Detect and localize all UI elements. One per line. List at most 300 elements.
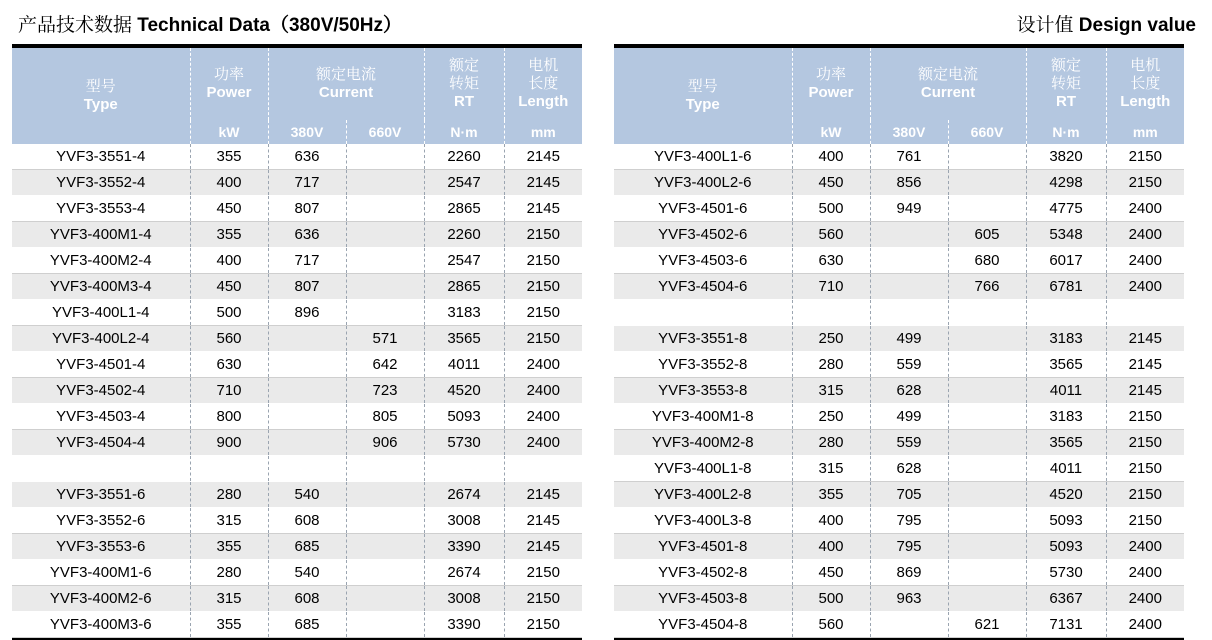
right-table-wrapper xyxy=(614,44,1184,640)
col-header-power xyxy=(190,47,268,120)
col-header-type-en: Type xyxy=(685,96,720,113)
cell-power-kw: 630 xyxy=(190,352,268,378)
cell-current-660v xyxy=(346,144,424,170)
cell-length: 2145 xyxy=(504,482,582,508)
unit-header-nm: N·m xyxy=(1026,120,1106,144)
cell-current-660v xyxy=(346,274,424,300)
cell-power-kw: 355 xyxy=(190,144,268,170)
col-header-current xyxy=(268,47,424,120)
cell-current-380v xyxy=(870,300,948,326)
cell-current-660v xyxy=(346,560,424,586)
col-header-length-cn2: 长度 xyxy=(528,75,559,93)
cell-type: YVF3-400M1-8 xyxy=(614,404,792,430)
cell-torque: 2674 xyxy=(424,560,504,586)
cell-type: YVF3-400M2-6 xyxy=(12,586,190,612)
table-row xyxy=(12,534,582,560)
cell-type: YVF3-4504-6 xyxy=(614,274,792,300)
cell-torque: 6781 xyxy=(1026,274,1106,300)
col-header-length xyxy=(504,47,582,120)
cell-current-380v: 608 xyxy=(268,508,346,534)
cell-type: YVF3-4503-6 xyxy=(614,248,792,274)
unit-header-mm: mm xyxy=(1106,120,1184,144)
col-header-length xyxy=(1106,47,1184,120)
cell-type xyxy=(12,456,190,482)
cell-current-380v: 628 xyxy=(870,378,948,404)
cell-type: YVF3-400L3-8 xyxy=(614,508,792,534)
cell-torque: 3390 xyxy=(424,534,504,560)
cell-length: 2400 xyxy=(1106,196,1184,222)
cell-current-660v xyxy=(948,482,1026,508)
cell-type: YVF3-400L1-6 xyxy=(614,144,792,170)
cell-power-kw: 560 xyxy=(792,222,870,248)
table-row xyxy=(12,170,582,196)
cell-torque: 5093 xyxy=(424,404,504,430)
unit-header-380v: 380V xyxy=(870,120,948,144)
col-header-torque-en: RT xyxy=(1056,92,1077,110)
cell-length: 2150 xyxy=(504,326,582,352)
table-row xyxy=(12,248,582,274)
cell-length: 2145 xyxy=(504,144,582,170)
cell-current-660v xyxy=(948,196,1026,222)
col-header-power-en: Power xyxy=(808,84,854,101)
tables-container xyxy=(12,44,1200,640)
cell-current-660v xyxy=(346,170,424,196)
cell-current-660v xyxy=(948,430,1026,456)
cell-current-380v: 795 xyxy=(870,508,948,534)
cell-length: 2400 xyxy=(504,352,582,378)
cell-length xyxy=(504,456,582,482)
cell-current-660v xyxy=(948,170,1026,196)
cell-power-kw: 710 xyxy=(792,274,870,300)
cell-type: YVF3-400M2-4 xyxy=(12,248,190,274)
left-table-wrapper xyxy=(12,44,582,640)
cell-current-380v xyxy=(268,404,346,430)
cell-type: YVF3-4502-6 xyxy=(614,222,792,248)
table-row xyxy=(614,378,1184,404)
col-header-torque-cn1: 额定 xyxy=(1051,57,1082,75)
cell-torque: 5093 xyxy=(1026,508,1106,534)
col-header-power xyxy=(792,47,870,120)
cell-current-660v xyxy=(346,456,424,482)
table-row xyxy=(12,300,582,326)
cell-power-kw: 450 xyxy=(792,560,870,586)
cell-current-660v xyxy=(948,352,1026,378)
cell-current-380v xyxy=(268,352,346,378)
cell-current-380v: 963 xyxy=(870,586,948,612)
cell-type: YVF3-3553-4 xyxy=(12,196,190,222)
col-header-current-en: Current xyxy=(318,84,374,101)
table-row xyxy=(12,196,582,222)
cell-type: YVF3-4501-6 xyxy=(614,196,792,222)
cell-power-kw: 355 xyxy=(792,482,870,508)
cell-type: YVF3-400M2-8 xyxy=(614,430,792,456)
col-header-torque-cn2: 转矩 xyxy=(449,75,480,93)
cell-torque: 2865 xyxy=(424,274,504,300)
table-row xyxy=(614,352,1184,378)
cell-current-660v xyxy=(948,144,1026,170)
cell-length: 2400 xyxy=(1106,248,1184,274)
cell-type: YVF3-3551-4 xyxy=(12,144,190,170)
cell-length: 2150 xyxy=(504,560,582,586)
cell-power-kw: 400 xyxy=(190,248,268,274)
page-title-cn: 产品技术数据 xyxy=(18,15,133,36)
cell-power-kw: 400 xyxy=(190,170,268,196)
cell-current-660v xyxy=(346,508,424,534)
cell-length: 2150 xyxy=(504,586,582,612)
cell-torque: 7131 xyxy=(1026,612,1106,638)
cell-current-660v xyxy=(948,586,1026,612)
cell-torque xyxy=(424,456,504,482)
table-row xyxy=(614,144,1184,170)
cell-current-380v: 685 xyxy=(268,534,346,560)
cell-torque: 4520 xyxy=(424,378,504,404)
cell-current-380v: 869 xyxy=(870,560,948,586)
cell-current-380v xyxy=(870,248,948,274)
cell-current-380v: 628 xyxy=(870,456,948,482)
cell-torque: 4298 xyxy=(1026,170,1106,196)
table-row xyxy=(614,430,1184,456)
table-spacer-row xyxy=(12,456,582,482)
cell-current-380v: 761 xyxy=(870,144,948,170)
table-row xyxy=(614,456,1184,482)
cell-current-660v xyxy=(346,196,424,222)
cell-power-kw: 450 xyxy=(190,274,268,300)
cell-torque: 3008 xyxy=(424,508,504,534)
cell-current-660v: 605 xyxy=(948,222,1026,248)
cell-power-kw: 355 xyxy=(190,534,268,560)
cell-torque: 3183 xyxy=(424,300,504,326)
cell-torque: 5730 xyxy=(1026,560,1106,586)
cell-length: 2150 xyxy=(1106,404,1184,430)
cell-current-380v xyxy=(268,378,346,404)
col-header-length-en: Length xyxy=(518,92,569,110)
cell-power-kw: 500 xyxy=(190,300,268,326)
col-header-torque-en: RT xyxy=(454,92,475,110)
cell-current-660v xyxy=(346,534,424,560)
cell-power-kw: 400 xyxy=(792,534,870,560)
table-row xyxy=(614,612,1184,638)
cell-length: 2150 xyxy=(1106,482,1184,508)
cell-torque: 3565 xyxy=(424,326,504,352)
cell-current-660v: 680 xyxy=(948,248,1026,274)
cell-current-380v: 559 xyxy=(870,352,948,378)
cell-type: YVF3-3553-6 xyxy=(12,534,190,560)
cell-torque: 2260 xyxy=(424,222,504,248)
cell-torque: 3565 xyxy=(1026,352,1106,378)
cell-type: YVF3-400L2-8 xyxy=(614,482,792,508)
table-row xyxy=(614,560,1184,586)
cell-current-380v xyxy=(870,274,948,300)
cell-torque: 2547 xyxy=(424,248,504,274)
cell-power-kw: 315 xyxy=(190,586,268,612)
design-value-en: Design value xyxy=(1078,15,1196,36)
cell-type: YVF3-400L1-4 xyxy=(12,300,190,326)
cell-current-380v xyxy=(870,222,948,248)
unit-header-nm: N·m xyxy=(424,120,504,144)
cell-power-kw: 560 xyxy=(792,612,870,638)
table-row xyxy=(614,248,1184,274)
cell-length xyxy=(1106,300,1184,326)
cell-power-kw: 280 xyxy=(190,482,268,508)
cell-power-kw: 400 xyxy=(792,144,870,170)
cell-power-kw: 280 xyxy=(190,560,268,586)
cell-length: 2150 xyxy=(1106,456,1184,482)
cell-length: 2150 xyxy=(504,300,582,326)
table-row xyxy=(614,170,1184,196)
col-header-length-cn1: 电机 xyxy=(528,57,559,75)
cell-length: 2400 xyxy=(1106,560,1184,586)
cell-length: 2145 xyxy=(504,534,582,560)
table-row xyxy=(12,274,582,300)
cell-torque: 3820 xyxy=(1026,144,1106,170)
cell-torque xyxy=(1026,300,1106,326)
table-row xyxy=(12,222,582,248)
cell-length: 2400 xyxy=(1106,612,1184,638)
cell-current-380v: 499 xyxy=(870,404,948,430)
cell-power-kw: 355 xyxy=(190,612,268,638)
table-row xyxy=(12,508,582,534)
unit-header-660v: 660V xyxy=(346,120,424,144)
unit-header-660v: 660V xyxy=(948,120,1026,144)
col-header-length-en: Length xyxy=(1120,92,1171,110)
table-row xyxy=(614,534,1184,560)
cell-current-380v: 608 xyxy=(268,586,346,612)
cell-current-660v: 642 xyxy=(346,352,424,378)
cell-torque: 2865 xyxy=(424,196,504,222)
cell-current-660v xyxy=(346,612,424,638)
cell-type: YVF3-4504-8 xyxy=(614,612,792,638)
table-row xyxy=(12,482,582,508)
col-header-type-en: Type xyxy=(83,96,118,113)
cell-torque: 6017 xyxy=(1026,248,1106,274)
cell-type: YVF3-4503-8 xyxy=(614,586,792,612)
cell-torque: 5093 xyxy=(1026,534,1106,560)
table-row xyxy=(614,222,1184,248)
unit-header-kw: kW xyxy=(190,120,268,144)
cell-torque: 5730 xyxy=(424,430,504,456)
cell-power-kw: 900 xyxy=(190,430,268,456)
cell-current-660v xyxy=(346,248,424,274)
cell-power-kw: 250 xyxy=(792,326,870,352)
cell-torque: 2547 xyxy=(424,170,504,196)
left-table-body xyxy=(12,144,582,638)
col-header-torque-cn1: 额定 xyxy=(449,57,480,75)
cell-current-660v: 805 xyxy=(346,404,424,430)
cell-length: 2145 xyxy=(504,508,582,534)
cell-type: YVF3-4503-4 xyxy=(12,404,190,430)
cell-current-380v xyxy=(268,430,346,456)
cell-power-kw: 315 xyxy=(190,508,268,534)
cell-current-380v xyxy=(870,612,948,638)
cell-current-660v xyxy=(948,378,1026,404)
cell-power-kw: 400 xyxy=(792,508,870,534)
cell-length: 2400 xyxy=(1106,274,1184,300)
cell-current-660v: 621 xyxy=(948,612,1026,638)
cell-type: YVF3-400M3-6 xyxy=(12,612,190,638)
cell-torque: 3565 xyxy=(1026,430,1106,456)
cell-type: YVF3-400M1-4 xyxy=(12,222,190,248)
table-row xyxy=(12,560,582,586)
cell-current-660v xyxy=(948,326,1026,352)
right-data-table xyxy=(614,46,1184,638)
cell-power-kw: 315 xyxy=(792,378,870,404)
left-table-head xyxy=(12,47,582,144)
cell-type: YVF3-3553-8 xyxy=(614,378,792,404)
unit-header-mm: mm xyxy=(504,120,582,144)
page-title xyxy=(18,10,402,37)
table-row xyxy=(614,274,1184,300)
cell-length: 2145 xyxy=(1106,378,1184,404)
table-row xyxy=(614,404,1184,430)
cell-type: YVF3-400M3-4 xyxy=(12,274,190,300)
table-row xyxy=(614,482,1184,508)
cell-power-kw: 450 xyxy=(792,170,870,196)
col-header-type-cn: 型号 xyxy=(687,78,718,96)
cell-type xyxy=(614,300,792,326)
cell-length: 2145 xyxy=(504,170,582,196)
cell-power-kw: 800 xyxy=(190,404,268,430)
cell-type: YVF3-3552-8 xyxy=(614,352,792,378)
cell-torque: 6367 xyxy=(1026,586,1106,612)
col-header-type xyxy=(12,47,190,144)
col-header-power-cn: 功率 xyxy=(213,66,244,84)
table-spacer-row xyxy=(614,300,1184,326)
cell-current-380v: 717 xyxy=(268,248,346,274)
left-data-table xyxy=(12,46,582,638)
cell-current-660v xyxy=(948,404,1026,430)
cell-length: 2150 xyxy=(504,274,582,300)
cell-torque: 3390 xyxy=(424,612,504,638)
cell-length: 2400 xyxy=(504,430,582,456)
cell-power-kw: 710 xyxy=(190,378,268,404)
cell-type: YVF3-400L1-8 xyxy=(614,456,792,482)
cell-type: YVF3-400M1-6 xyxy=(12,560,190,586)
design-value-label xyxy=(1016,10,1196,37)
cell-current-380v: 685 xyxy=(268,612,346,638)
col-header-type-cn: 型号 xyxy=(85,78,116,96)
cell-type: YVF3-3551-6 xyxy=(12,482,190,508)
cell-current-380v: 559 xyxy=(870,430,948,456)
cell-length: 2145 xyxy=(1106,352,1184,378)
cell-power-kw: 500 xyxy=(792,196,870,222)
cell-torque: 4520 xyxy=(1026,482,1106,508)
page-header xyxy=(12,10,1200,40)
cell-length: 2145 xyxy=(504,196,582,222)
cell-current-660v: 766 xyxy=(948,274,1026,300)
cell-current-660v xyxy=(346,586,424,612)
cell-torque: 4011 xyxy=(1026,456,1106,482)
unit-header-380v: 380V xyxy=(268,120,346,144)
col-header-current-cn: 额定电流 xyxy=(918,66,979,84)
right-table-head xyxy=(614,47,1184,144)
cell-current-380v xyxy=(268,326,346,352)
col-header-current xyxy=(870,47,1026,120)
cell-current-660v xyxy=(948,300,1026,326)
cell-current-380v: 705 xyxy=(870,482,948,508)
col-header-torque xyxy=(1026,47,1106,120)
cell-length: 2150 xyxy=(504,222,582,248)
cell-current-380v: 807 xyxy=(268,274,346,300)
cell-power-kw: 280 xyxy=(792,352,870,378)
cell-current-660v: 723 xyxy=(346,378,424,404)
cell-current-380v xyxy=(268,456,346,482)
table-row xyxy=(12,612,582,638)
cell-torque: 4011 xyxy=(424,352,504,378)
col-header-type xyxy=(614,47,792,144)
col-header-power-en: Power xyxy=(206,84,252,101)
cell-torque: 2260 xyxy=(424,144,504,170)
cell-length: 2400 xyxy=(504,378,582,404)
cell-length: 2150 xyxy=(1106,508,1184,534)
unit-header-kw: kW xyxy=(792,120,870,144)
cell-power-kw: 450 xyxy=(190,196,268,222)
table-row xyxy=(614,196,1184,222)
cell-current-380v: 540 xyxy=(268,482,346,508)
right-table-body xyxy=(614,144,1184,638)
cell-length: 2150 xyxy=(1106,430,1184,456)
cell-power-kw: 355 xyxy=(190,222,268,248)
cell-length: 2150 xyxy=(1106,170,1184,196)
cell-type: YVF3-4502-4 xyxy=(12,378,190,404)
cell-current-660v: 571 xyxy=(346,326,424,352)
cell-current-380v: 795 xyxy=(870,534,948,560)
page-title-en: Technical Data（380V/50Hz） xyxy=(137,15,402,36)
cell-torque: 3183 xyxy=(1026,326,1106,352)
cell-current-660v xyxy=(948,456,1026,482)
cell-torque: 4011 xyxy=(1026,378,1106,404)
cell-type: YVF3-3552-4 xyxy=(12,170,190,196)
cell-current-380v: 499 xyxy=(870,326,948,352)
cell-power-kw: 315 xyxy=(792,456,870,482)
cell-length: 2400 xyxy=(1106,586,1184,612)
cell-current-660v xyxy=(346,482,424,508)
cell-type: YVF3-3552-6 xyxy=(12,508,190,534)
cell-power-kw: 250 xyxy=(792,404,870,430)
cell-length: 2150 xyxy=(504,612,582,638)
cell-current-660v xyxy=(948,534,1026,560)
cell-power-kw xyxy=(190,456,268,482)
table-row xyxy=(12,430,582,456)
cell-current-660v xyxy=(948,560,1026,586)
cell-type: YVF3-4502-8 xyxy=(614,560,792,586)
cell-power-kw: 280 xyxy=(792,430,870,456)
table-row xyxy=(614,508,1184,534)
col-header-torque xyxy=(424,47,504,120)
cell-torque: 2674 xyxy=(424,482,504,508)
cell-type: YVF3-400L2-4 xyxy=(12,326,190,352)
table-row xyxy=(12,144,582,170)
cell-length: 2150 xyxy=(1106,144,1184,170)
table-row xyxy=(12,404,582,430)
design-value-cn: 设计值 xyxy=(1016,15,1074,36)
cell-length: 2400 xyxy=(1106,222,1184,248)
table-row xyxy=(12,586,582,612)
cell-type: YVF3-4504-4 xyxy=(12,430,190,456)
cell-current-660v xyxy=(948,508,1026,534)
col-header-length-cn2: 长度 xyxy=(1130,75,1161,93)
cell-torque: 4775 xyxy=(1026,196,1106,222)
cell-current-380v: 807 xyxy=(268,196,346,222)
cell-torque: 3183 xyxy=(1026,404,1106,430)
table-row xyxy=(12,326,582,352)
col-header-torque-cn2: 转矩 xyxy=(1051,75,1082,93)
cell-current-660v xyxy=(346,222,424,248)
cell-length: 2145 xyxy=(1106,326,1184,352)
table-row xyxy=(12,352,582,378)
cell-current-380v: 856 xyxy=(870,170,948,196)
cell-current-660v xyxy=(346,300,424,326)
cell-torque: 3008 xyxy=(424,586,504,612)
